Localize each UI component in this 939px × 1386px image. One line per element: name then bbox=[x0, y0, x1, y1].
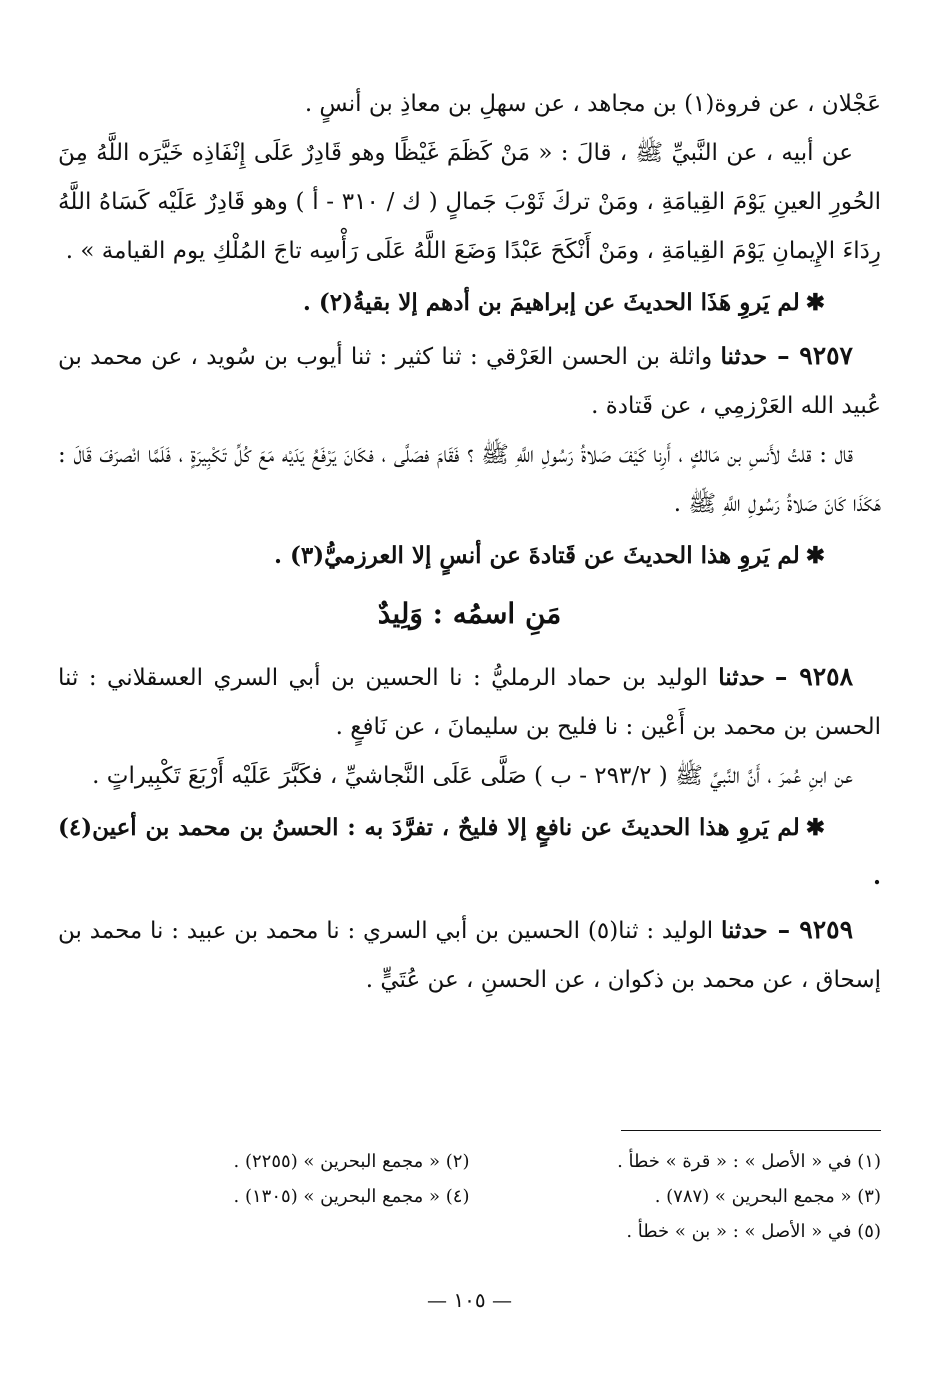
paragraph-hadith-9257-text: قال : قلتُ لأَنسِ بن مَالكٍ ، أَرِنا كَيْفَ صَلاةُ رَسُولِ اللَّهِ ﷺ ؟ فَقَامَ فصَلَّى ، فكَانَ يَرْفَعُ يَدَيْه مَعَ كُلِّ تَكْبِيرَةٍ ، فَلَمَّا انْصرَفَ قَالَ : هَكَذَا كَانَ صَلاةُ رَسُولِ اللَّهِ ﷺ . bbox=[58, 442, 881, 517]
note-text-2: لم يَروِ هذا الحديثَ عن قَتادةَ عن أنسٍ إلا العرزميُّ(٣) . bbox=[273, 542, 800, 569]
note-line-1 bbox=[58, 278, 881, 327]
hadith-9259 bbox=[58, 905, 881, 1005]
hadith-keyword-9257: حدثنا bbox=[720, 343, 768, 370]
footnote-row bbox=[58, 1179, 881, 1214]
footnote-divider bbox=[621, 1130, 881, 1131]
footnote-5: (٥) في « الأصل » : « بن » خطأ . bbox=[626, 1221, 881, 1242]
note-line-3 bbox=[58, 803, 881, 901]
footnote-3: (٣) « مجمع البحرين » (٧٨٧) . bbox=[654, 1186, 881, 1207]
note-text-3: لم يَروِ هذا الحديثَ عن نافعٍ إلا فليحٌ ، تفرَّدَ به : الحسنُ بن محمد بن أعين(٤) . bbox=[58, 814, 881, 890]
footnote-1: (١) في « الأصل » : « قرة » خطأ . bbox=[617, 1151, 881, 1172]
note-text-1: لم يَروِ هَذَا الحديثَ عن إبراهيمَ بن أدهم إلا بقيةُ(٢) . bbox=[302, 289, 800, 316]
footnote-row bbox=[58, 1144, 881, 1179]
hadith-number-9258: ٩٢٥٨ – bbox=[774, 662, 853, 691]
footnote-2: (٢) « مجمع البحرين » (٢٢٥٥) . bbox=[233, 1151, 470, 1172]
note-line-2 bbox=[58, 531, 881, 580]
star-icon: ✱ bbox=[805, 814, 825, 841]
hadith-9257 bbox=[58, 331, 881, 431]
page-number: — ١٠٥ — bbox=[427, 1288, 512, 1312]
paragraph-hadith-text: عن أبيه ، عن النَّبيِّ ﷺ ، قالَ : « مَنْ كَظَمَ غَيْظًا وهو قَادِرٌ عَلَى إِنْفَاذِه خَيَّرَه اللَّهُ مِنَ الحُورِ العينِ يَوْمَ القِيامَةِ ، ومَنْ تركَ ثَوْبَ جَمالٍ ( ك / ٣١٠ - أ ) وهو قَادِرٌ عَلَيْه كَسَاهُ اللَّهُ رِدَاءَ الإِيمانِ يَوْمَ القِيامَةِ ، ومَنْ أَنْكَحَ عَبْدًا وَضَعَ اللَّهُ عَلَى رَأْسِه تاجَ المُلْكِ يوم القيامة » . bbox=[58, 140, 881, 264]
hadith-chain-9258: الوليد بن حماد الرمليُّ : نا الحسين بن أبي السري العسقلاني : ثنا الحسن بن محمد بن أَعْين : نا فليح بن سليمانَ ، عن نَافعٍ . bbox=[58, 665, 881, 740]
hadith-number-9259: ٩٢٥٩ – bbox=[777, 915, 854, 944]
footnote-row bbox=[58, 1214, 881, 1249]
hadith-9258 bbox=[58, 652, 881, 752]
hadith-keyword-9258: حدثنا bbox=[718, 664, 765, 691]
paragraph-continuation: عَجْلان ، عن فروة(١) بن مجاهد ، عن سهلِ بن معاذِ بن أنسٍ . bbox=[304, 91, 881, 117]
hadith-chain-9257: واثلة بن الحسن العَرْقي : ثنا كثير : ثنا أيوب بن سُويد ، عن محمد بن عُبيد الله العَرْزمِي ، عن قَتادة . bbox=[58, 344, 881, 419]
star-icon: ✱ bbox=[805, 542, 825, 569]
hadith-keyword-9259: حدثنا bbox=[720, 917, 768, 944]
footnote-4: (٤) « مجمع البحرين » (١٣٠٥) . bbox=[233, 1186, 470, 1207]
star-icon: ✱ bbox=[805, 289, 825, 316]
hadith-number-9257: ٩٢٥٧ – bbox=[777, 341, 853, 370]
paragraph-hadith-9258-text: عن ابنِ عُمرَ ، أَنَّ النَّبيَّ ﷺ ( ٢٩٣/٢ - ب ) صَلَّى عَلَى النَّجاشيِّ ، فكَبَّرَ عَلَيْه أَرْبَعَ تَكْبِيراتٍ . bbox=[92, 763, 853, 789]
hadith-chain-9259: الوليد : ثنا(٥) الحسين بن أبي السري : نا محمد بن عبيد : نا محمد بن إسحاق ، عن محمد بن ذكوان ، عن الحسنِ ، عن عُتَيٍّ . bbox=[58, 918, 881, 993]
section-heading: مَنِ اسمُه : وَلِيدٌ bbox=[377, 597, 562, 630]
footnotes bbox=[58, 1144, 881, 1249]
